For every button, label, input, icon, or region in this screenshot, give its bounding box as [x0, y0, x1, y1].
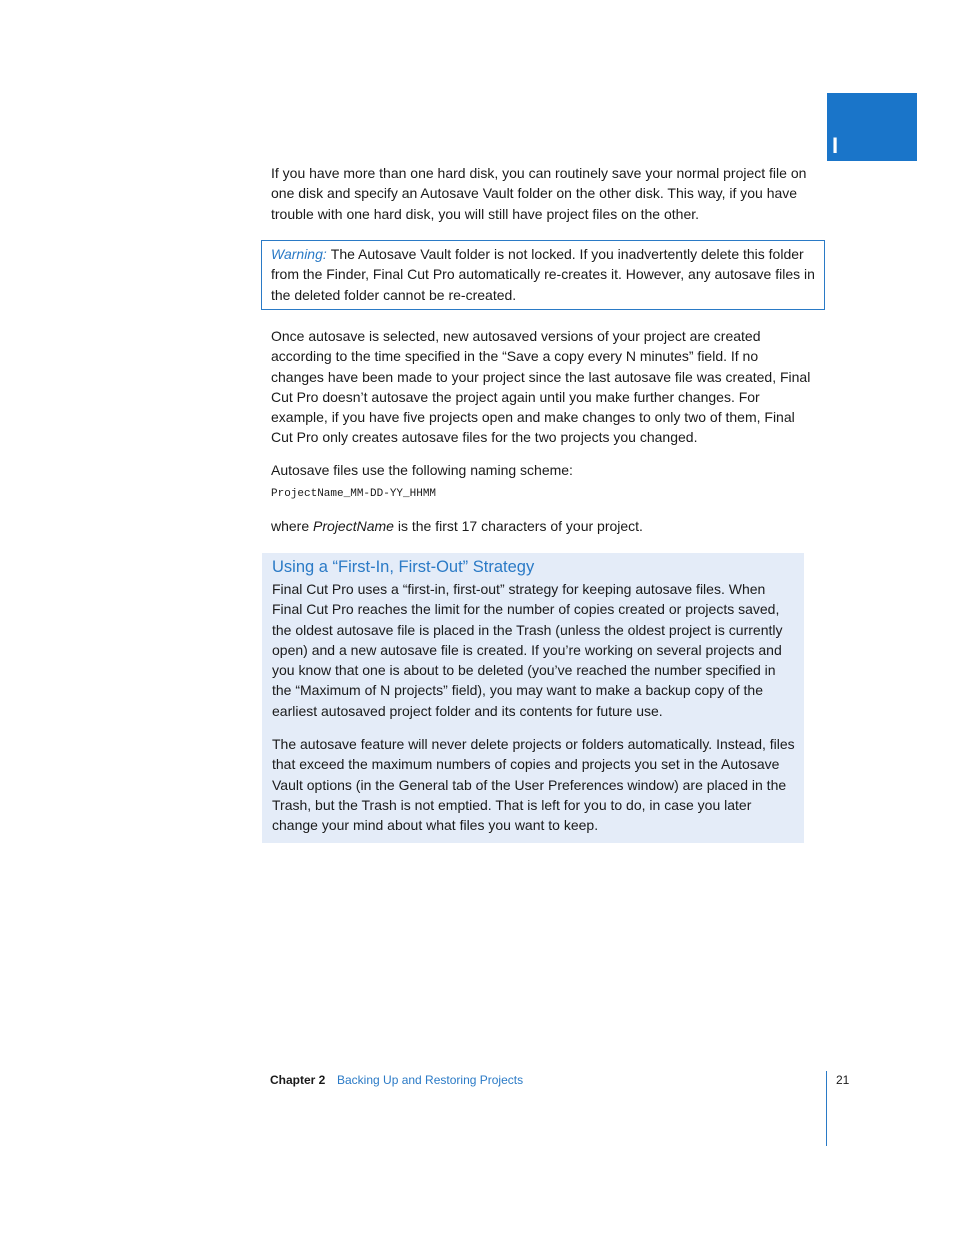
sidebar-box [262, 553, 804, 843]
warning-box [261, 240, 825, 310]
footer-chapter: Chapter 2 [270, 1073, 326, 1087]
warning-body: The Autosave Vault folder is not locked. If you inadvertently delete this folder from the Finder, Final Cut Pro automatically re-creates it. However, any autosave files in the deleted folder cannot be re-created. [271, 246, 815, 303]
page-number: 21 [836, 1073, 850, 1087]
sidebar-paragraph-trash: The autosave feature will never delete projects or folders automatically. Instead, files that exceed the maximum numbers of copies and projects you set in the Autosave Vault options (in the General tab of the User Preferences window) are placed in the Trash, but the Trash is not emptied. That is left for you to do, in case you later change your mind about what files you want to keep. [272, 736, 795, 834]
footer-rule [826, 1071, 827, 1146]
projectname-suffix: is the first 17 characters of your project. [393, 518, 643, 534]
projectname-emphasis: ProjectName [313, 518, 394, 534]
paragraph-naming-scheme: Autosave files use the following naming scheme: [271, 462, 573, 478]
paragraph-projectname [271, 516, 827, 536]
warning-text [271, 244, 819, 305]
paragraph-autosave-vault: If you have more than one hard disk, you can routinely save your normal project file on one disk and specify an Autosave Vault folder on the other disk. This way, if you have trouble with one hard disk, you will still have project files on the other. [271, 165, 807, 222]
paragraph-autosave-versions: Once autosave is selected, new autosaved versions of your project are created according to the time specified in the “Save a copy every N minutes” field. If no changes have been made to your project since the last autosave file was created, Final Cut Pro doesn’t autosave the project again until you make further changes. For example, if you have five projects open and make changes to only two of them, Final Cut Pro only creates autosave files for the two projects you changed. [271, 328, 811, 446]
chapter-tab-mark: I [832, 133, 839, 158]
warning-label: Warning: [271, 246, 327, 262]
sidebar-heading: Using a “First-In, First-Out” Strategy [272, 558, 535, 576]
chapter-tab [827, 93, 917, 161]
code-sample: ProjectName_MM-DD-YY_HHMM [271, 488, 437, 500]
projectname-prefix: where [271, 518, 314, 534]
footer-chapter-title: Backing Up and Restoring Projects [337, 1073, 524, 1087]
sidebar-paragraph-fifo: Final Cut Pro uses a “first-in, first-out” strategy for keeping autosave files. When Final Cut Pro reaches the limit for the number of copies created or projects saved, the oldest autosave file is placed in the Trash (unless the oldest project is currently open) and a new autosave file is created. If you’re working on several projects and you know that one is about to be deleted (you’ve reached the number specified in the “Maximum of N projects” field), you may want to make a backup copy of the earliest autosaved project folder and its contents for future use. [272, 581, 783, 719]
